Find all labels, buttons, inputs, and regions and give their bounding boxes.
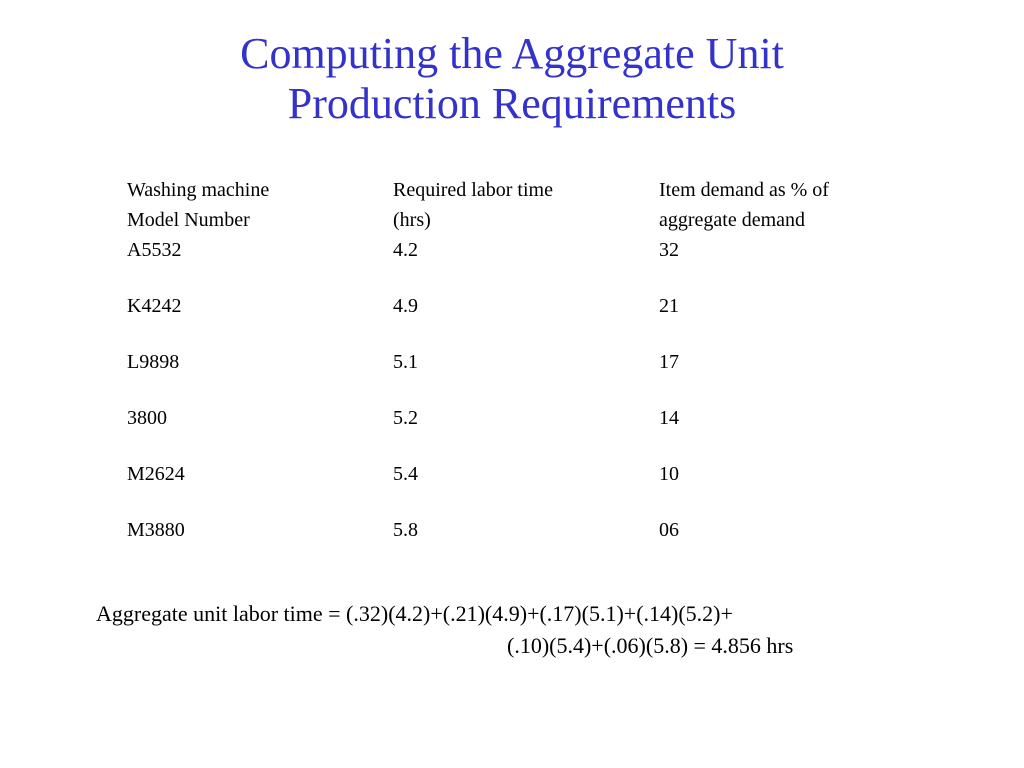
model-number-cell: A5532 xyxy=(127,239,182,261)
labor-time-cell: 4.9 xyxy=(393,295,418,317)
header-model-line1: Washing machine xyxy=(127,179,270,201)
model-number-cell: M3880 xyxy=(127,519,185,541)
labor-time-cell: 5.2 xyxy=(393,407,418,429)
header-model-line2: Model Number xyxy=(127,209,250,231)
header-demand-line2: aggregate demand xyxy=(659,209,806,231)
aggregate-labor-formula xyxy=(96,598,793,662)
demand-percent-cell: 06 xyxy=(659,519,679,541)
header-labor-line2: (hrs) xyxy=(393,209,431,231)
labor-time-cell: 5.1 xyxy=(393,351,418,373)
slide-title-line2: Production Requirements xyxy=(287,79,737,128)
formula-line2: (.10)(5.4)+(.06)(5.8) = 4.856 hrs xyxy=(507,633,794,658)
header-demand-line1: Item demand as % of xyxy=(659,179,829,201)
labor-time-cell: 5.4 xyxy=(393,463,418,485)
labor-time-cell: 4.2 xyxy=(393,239,418,261)
demand-percent-cell: 21 xyxy=(659,295,679,317)
demand-percent-cell: 14 xyxy=(659,407,679,429)
slide-title-line1: Computing the Aggregate Unit xyxy=(240,29,784,78)
model-number-cell: K4242 xyxy=(127,295,182,317)
demand-percent-cell: 17 xyxy=(659,351,679,373)
header-labor-line1: Required labor time xyxy=(393,179,553,201)
slide-title xyxy=(0,29,1024,129)
model-number-cell: L9898 xyxy=(127,351,180,373)
model-number-cell: M2624 xyxy=(127,463,185,485)
formula-line1: Aggregate unit labor time = (.32)(4.2)+(.21)(4.9)+(.17)(5.1)+(.14)(5.2)+ xyxy=(96,601,733,626)
demand-percent-cell: 32 xyxy=(659,239,679,261)
demand-percent-cell: 10 xyxy=(659,463,679,485)
labor-time-cell: 5.8 xyxy=(393,519,418,541)
model-number-cell: 3800 xyxy=(127,407,167,429)
